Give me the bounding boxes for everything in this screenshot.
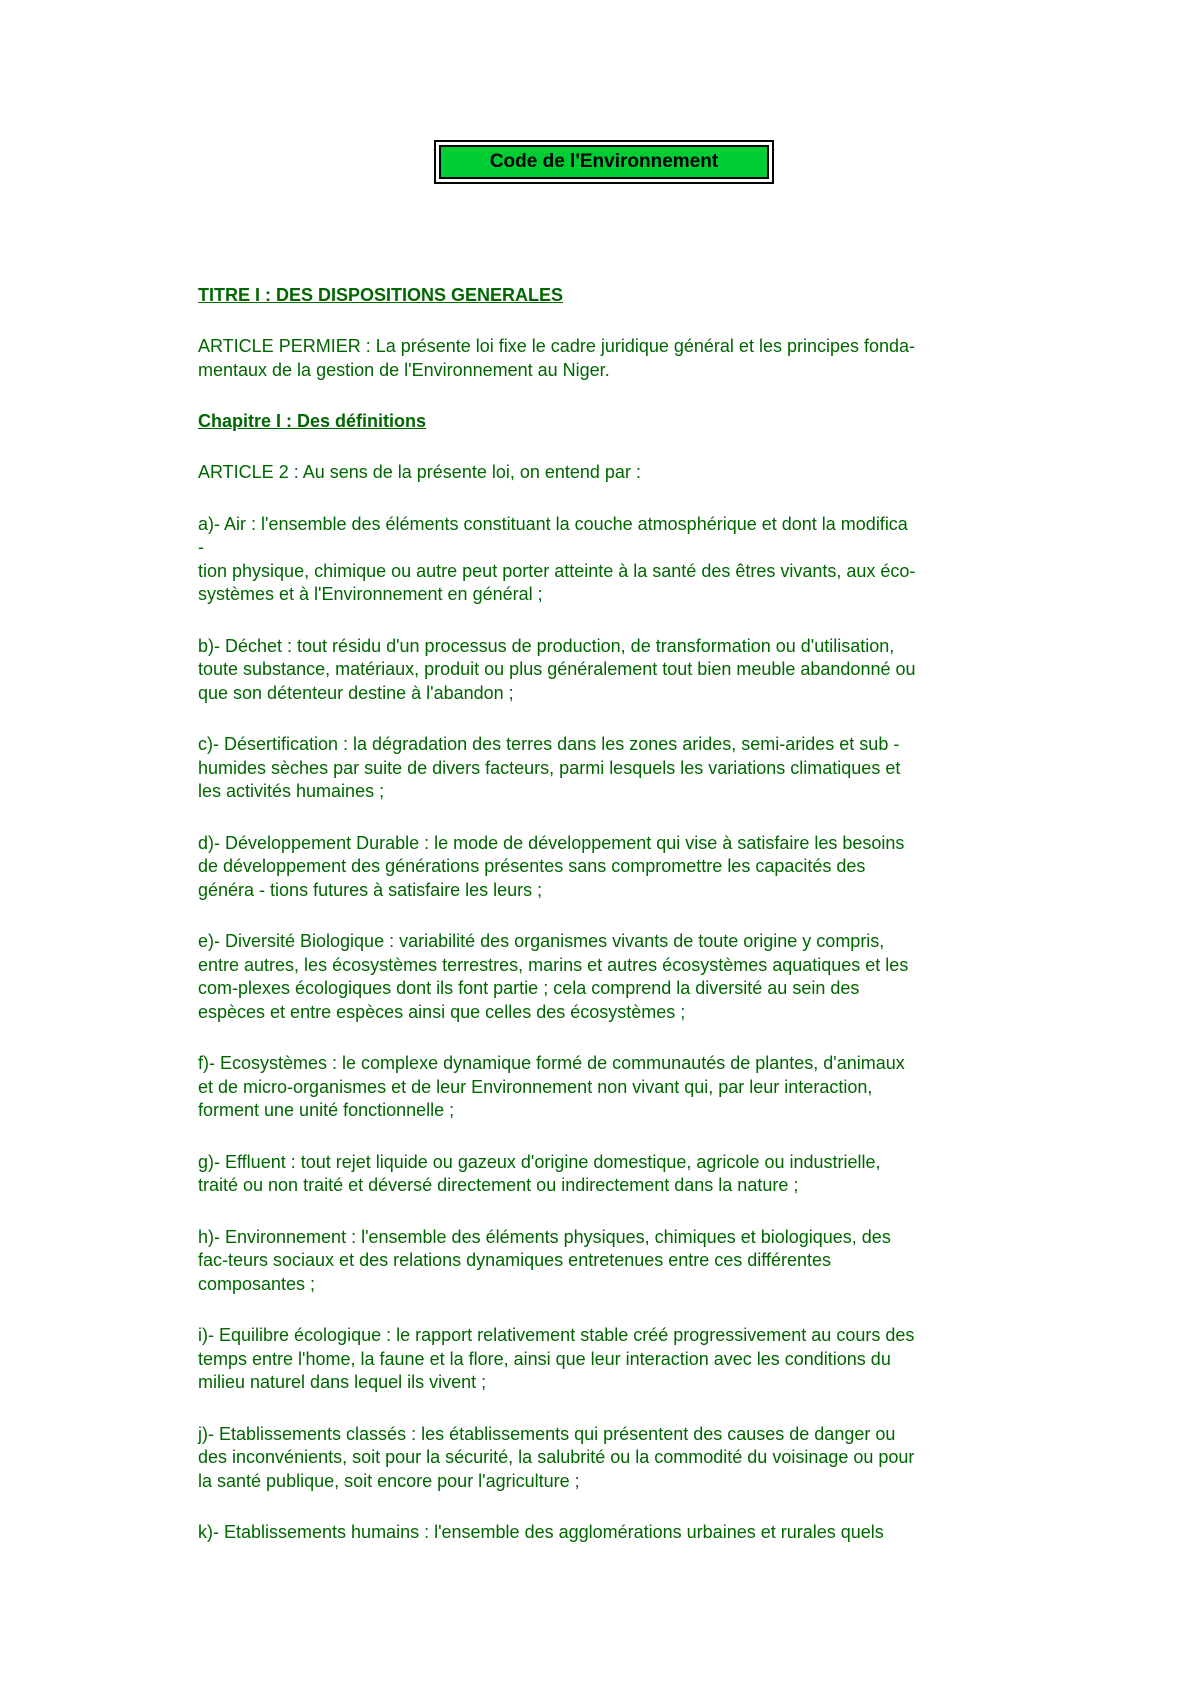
text-line: entre autres, les écosystèmes terrestres, marins et autres écosystèmes aquatiques et les — [198, 954, 909, 975]
chapitre-heading: Chapitre I : Des définitions — [198, 411, 427, 431]
definition-item — [198, 635, 1018, 706]
text-line: - — [198, 537, 204, 557]
definition-item — [198, 1521, 1018, 1545]
text-line: de développement des générations présentes sans compromettre les capacités des — [198, 856, 866, 876]
text-line: humides sèches par suite de divers facteurs, parmi lesquels les variations climatiques et — [198, 757, 901, 778]
text-line: milieu naturel dans lequel ils vivent ; — [198, 1372, 487, 1392]
text-line: b)- Déchet : tout résidu d'un processus de production, de transformation ou d'utilisation, — [198, 635, 895, 656]
document-title-box — [434, 140, 774, 184]
definition-item — [198, 1324, 1018, 1395]
article-premier — [198, 335, 1018, 382]
text-line: systèmes et à l'Environnement en général ; — [198, 584, 543, 604]
definition-item — [198, 733, 1018, 804]
document-title: Code de l'Environnement — [439, 145, 769, 179]
text-line: les activités humaines ; — [198, 781, 385, 801]
text-line: temps entre l'home, la faune et la flore, ainsi que leur interaction avec les conditions du — [198, 1348, 891, 1369]
text-line: e)- Diversité Biologique : variabilité des organismes vivants de toute origine y compris, — [198, 931, 885, 951]
titre-heading: TITRE I : DES DISPOSITIONS GENERALES — [198, 285, 564, 305]
text-line: généra - tions futures à satisfaire les leurs ; — [198, 879, 543, 900]
text-line: com-plexes écologiques dont ils font partie ; cela comprend la diversité au sein des — [198, 978, 860, 998]
article-2: ARTICLE 2 : Au sens de la présente loi, on entend par : — [198, 462, 641, 482]
definition-item — [198, 930, 1018, 1024]
definition-item — [198, 1226, 1018, 1297]
text-line: mentaux de la gestion de l'Environnement au Niger. — [198, 359, 610, 380]
text-line: i)- Equilibre écologique : le rapport relativement stable créé progressivement au cours des — [198, 1325, 915, 1345]
definition-item — [198, 1423, 1018, 1494]
text-line: composantes ; — [198, 1273, 316, 1294]
text-line: fac-teurs sociaux et des relations dynamiques entretenues entre ces différentes — [198, 1250, 832, 1270]
text-line: des inconvénients, soit pour la sécurité, la salubrité ou la commodité du voisinage ou pour — [198, 1447, 915, 1467]
text-line: g)- Effluent : tout rejet liquide ou gazeux d'origine domestique, agricole ou industrielle, — [198, 1151, 881, 1172]
text-line: ARTICLE PERMIER : La présente loi fixe le cadre juridique général et les principes fonda- — [198, 336, 916, 356]
text-line: traité ou non traité et déversé directement ou indirectement dans la nature ; — [198, 1175, 799, 1195]
definition-item — [198, 832, 1018, 903]
text-line: h)- Environnement : l'ensemble des éléments physiques, chimiques et biologiques, des — [198, 1226, 891, 1247]
text-line: forment une unité fonctionnelle ; — [198, 1100, 455, 1120]
document-body — [198, 284, 1018, 1545]
text-line: a)- Air : l'ensemble des éléments constituant la couche atmosphérique et dont la modifica — [198, 513, 908, 534]
definition-item — [198, 513, 1018, 607]
text-line: toute substance, matériaux, produit ou plus généralement tout bien meuble abandonné ou — [198, 659, 916, 679]
text-line: f)- Ecosystèmes : le complexe dynamique formé de communautés de plantes, d'animaux — [198, 1053, 905, 1073]
definition-item — [198, 1151, 1018, 1198]
text-line: tion physique, chimique ou autre peut porter atteinte à la santé des êtres vivants, aux éco- — [198, 560, 916, 581]
definition-item — [198, 1052, 1018, 1123]
text-line: c)- Désertification : la dégradation des terres dans les zones arides, semi-arides et sub - — [198, 734, 900, 754]
text-line: la santé publique, soit encore pour l'agriculture ; — [198, 1470, 580, 1491]
text-line: et de micro-organismes et de leur Environnement non vivant qui, par leur interaction, — [198, 1076, 873, 1097]
definitions-list — [198, 513, 1018, 1545]
text-line: j)- Etablissements classés : les établissements qui présentent des causes de danger ou — [198, 1423, 896, 1444]
text-line: que son détenteur destine à l'abandon ; — [198, 682, 514, 703]
text-line: d)- Développement Durable : le mode de développement qui vise à satisfaire les besoins — [198, 832, 905, 853]
text-line: espèces et entre espèces ainsi que celles des écosystèmes ; — [198, 1001, 686, 1022]
text-line: k)- Etablissements humains : l'ensemble des agglomérations urbaines et rurales quels — [198, 1522, 884, 1542]
